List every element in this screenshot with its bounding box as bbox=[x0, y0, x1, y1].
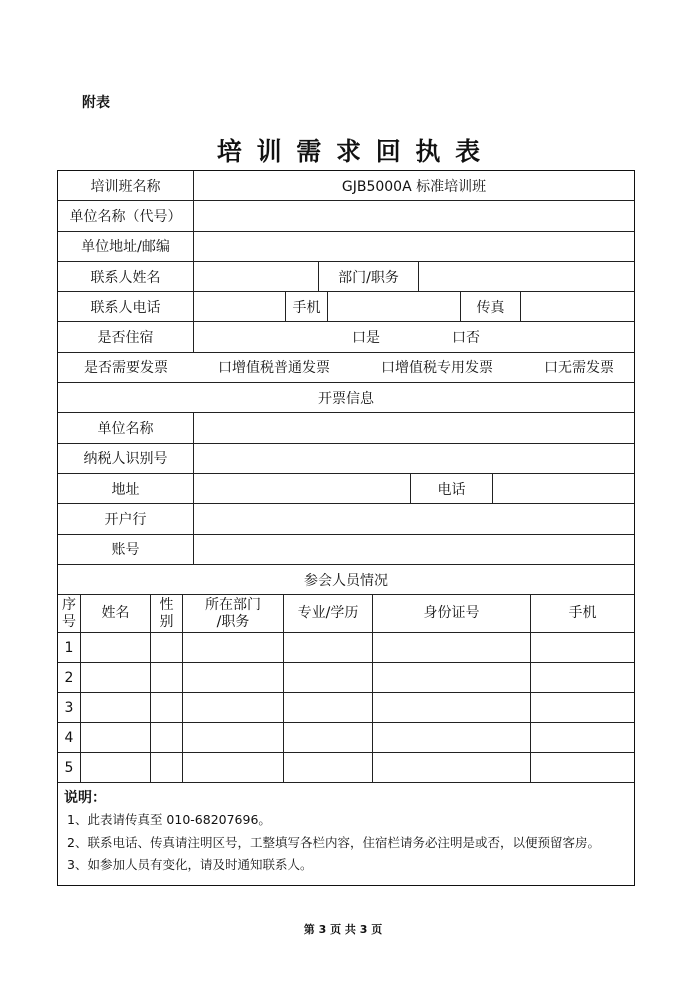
invoice-org-name-field bbox=[194, 413, 634, 442]
mobile-field bbox=[328, 292, 461, 321]
invoice-option-special-vat: 口增值税专用发票 bbox=[381, 360, 493, 377]
participant-mobile-cell bbox=[531, 663, 634, 692]
invoice-address-row bbox=[58, 474, 634, 504]
tax-id-label: 纳税人识别号 bbox=[58, 444, 194, 473]
participant-department-cell bbox=[183, 693, 284, 722]
note-item-changes: 3、如参加人员有变化，请及时通知联系人。 bbox=[67, 857, 313, 873]
form-title: 培 训 需 求 回 执 表 bbox=[216, 137, 484, 166]
table-row bbox=[58, 693, 634, 723]
participant-id-cell bbox=[373, 663, 531, 692]
lodging-option-no: 口否 bbox=[452, 330, 480, 347]
course-name-value: GJB5000A 标准培训班 bbox=[341, 178, 487, 195]
note-item-fax: 1、此表请传真至 010-68207696。 bbox=[67, 812, 271, 828]
participant-mobile-cell bbox=[531, 633, 634, 662]
lodging-options bbox=[194, 322, 634, 351]
invoice-address-field bbox=[194, 474, 411, 503]
participant-major-cell bbox=[284, 693, 373, 722]
org-address-row bbox=[58, 232, 634, 262]
mobile-label: 手机 bbox=[286, 292, 328, 321]
receipt-form-table bbox=[57, 170, 635, 886]
bank-field bbox=[194, 504, 634, 533]
participants-heading-row bbox=[58, 565, 634, 595]
participant-id-cell bbox=[373, 633, 531, 662]
invoice-phone-label: 电话 bbox=[411, 474, 493, 503]
participant-id-cell bbox=[373, 753, 531, 782]
invoice-org-name-row bbox=[58, 413, 634, 443]
table-row bbox=[58, 753, 634, 783]
note-item-fill-instructions: 2、联系电话、传真请注明区号，工整填写各栏内容，住宿栏请务必注明是或否，以便预留客房。 bbox=[67, 834, 600, 850]
col-header-department: 所在部门 /职务 bbox=[183, 595, 284, 632]
participant-no: 5 bbox=[58, 753, 81, 782]
account-row bbox=[58, 535, 634, 565]
lodging-label: 是否住宿 bbox=[58, 322, 194, 351]
participant-mobile-cell bbox=[531, 693, 634, 722]
contact-name-field bbox=[194, 262, 319, 291]
account-field bbox=[194, 535, 634, 564]
table-row bbox=[58, 663, 634, 693]
fax-label: 传真 bbox=[461, 292, 521, 321]
notes-section bbox=[58, 783, 634, 885]
participant-major-cell bbox=[284, 633, 373, 662]
participant-id-cell bbox=[373, 693, 531, 722]
org-name-field bbox=[194, 201, 634, 230]
participant-name-cell bbox=[81, 693, 151, 722]
participants-header-row bbox=[58, 595, 634, 633]
bank-label: 开户行 bbox=[58, 504, 194, 533]
participant-major-cell bbox=[284, 723, 373, 752]
department-field bbox=[419, 262, 634, 291]
participant-id-cell bbox=[373, 723, 531, 752]
col-header-no: 序 号 bbox=[58, 595, 81, 632]
col-header-gender: 性 别 bbox=[151, 595, 183, 632]
invoice-row bbox=[58, 353, 634, 383]
participant-name-cell bbox=[81, 753, 151, 782]
tax-id-row bbox=[58, 444, 634, 474]
participant-no: 1 bbox=[58, 633, 81, 662]
invoice-option-none: 口无需发票 bbox=[544, 360, 614, 377]
account-label: 账号 bbox=[58, 535, 194, 564]
lodging-row bbox=[58, 322, 634, 352]
tax-id-field bbox=[194, 444, 634, 473]
contact-phone-row bbox=[58, 292, 634, 322]
course-name-row bbox=[58, 171, 634, 201]
department-label: 部门/职务 bbox=[319, 262, 419, 291]
participant-name-cell bbox=[81, 723, 151, 752]
participant-gender-cell bbox=[151, 633, 183, 662]
participant-no: 4 bbox=[58, 723, 81, 752]
invoice-address-label: 地址 bbox=[58, 474, 194, 503]
table-row bbox=[58, 723, 634, 753]
participant-major-cell bbox=[284, 753, 373, 782]
participant-major-cell bbox=[284, 663, 373, 692]
participant-gender-cell bbox=[151, 723, 183, 752]
participant-mobile-cell bbox=[531, 723, 634, 752]
participant-department-cell bbox=[183, 663, 284, 692]
contact-name-label: 联系人姓名 bbox=[58, 262, 194, 291]
invoice-info-heading: 开票信息 bbox=[318, 390, 374, 407]
invoice-label: 是否需要发票 bbox=[84, 360, 168, 377]
bank-row bbox=[58, 504, 634, 534]
fax-field bbox=[521, 292, 634, 321]
participant-gender-cell bbox=[151, 663, 183, 692]
org-name-row bbox=[58, 201, 634, 231]
invoice-info-heading-row bbox=[58, 383, 634, 413]
contact-name-row bbox=[58, 262, 634, 292]
notes-heading: 说明： bbox=[64, 790, 106, 807]
participant-gender-cell bbox=[151, 753, 183, 782]
contact-phone-field bbox=[194, 292, 286, 321]
participant-department-cell bbox=[183, 753, 284, 782]
participant-gender-cell bbox=[151, 693, 183, 722]
participant-name-cell bbox=[81, 663, 151, 692]
participant-name-cell bbox=[81, 633, 151, 662]
page-number: 第 3 页 共 3 页 bbox=[303, 923, 383, 936]
org-address-label: 单位地址/邮编 bbox=[58, 232, 194, 261]
attachment-label: 附表 bbox=[82, 95, 110, 111]
invoice-options bbox=[194, 353, 634, 382]
participant-no: 2 bbox=[58, 663, 81, 692]
col-header-id-number: 身份证号 bbox=[373, 595, 531, 632]
course-name-label: 培训班名称 bbox=[58, 171, 194, 200]
participant-mobile-cell bbox=[531, 753, 634, 782]
table-row bbox=[58, 633, 634, 663]
col-header-name: 姓名 bbox=[81, 595, 151, 632]
participants-heading: 参会人员情况 bbox=[304, 572, 388, 589]
lodging-option-yes: 口是 bbox=[352, 330, 380, 347]
participant-no: 3 bbox=[58, 693, 81, 722]
invoice-phone-field bbox=[493, 474, 634, 503]
col-header-major-education: 专业/学历 bbox=[284, 595, 373, 632]
invoice-org-name-label: 单位名称 bbox=[58, 413, 194, 442]
participant-department-cell bbox=[183, 723, 284, 752]
participant-department-cell bbox=[183, 633, 284, 662]
col-header-mobile: 手机 bbox=[568, 605, 597, 622]
org-name-label: 单位名称（代号） bbox=[58, 201, 194, 230]
org-address-field bbox=[194, 232, 634, 261]
contact-phone-label: 联系人电话 bbox=[58, 292, 194, 321]
invoice-option-general-vat: 口增值税普通发票 bbox=[218, 360, 330, 377]
